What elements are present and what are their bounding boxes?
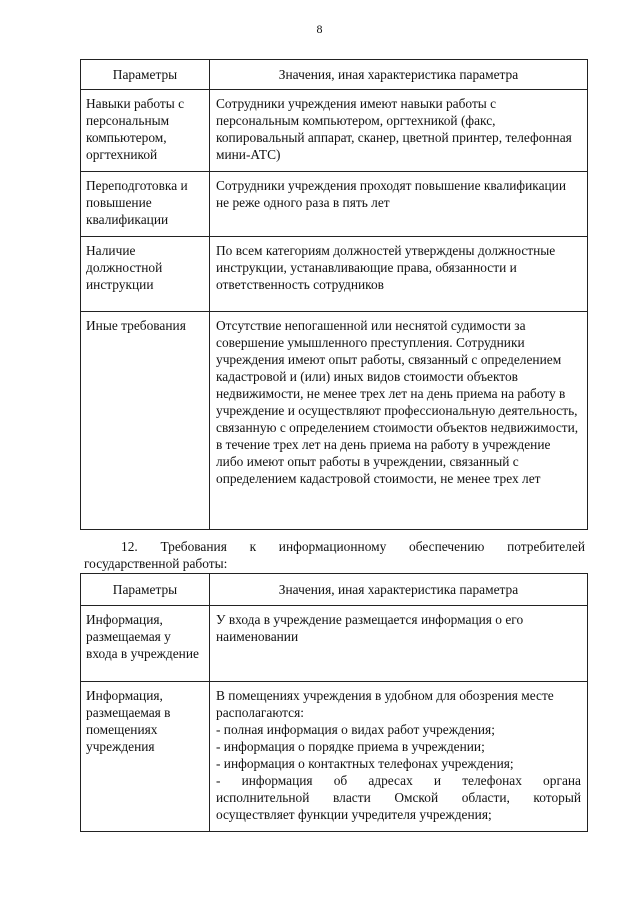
list-item: - полная информация о видах работ учреждения; bbox=[216, 722, 495, 737]
list-item: - информация об адресах и телефонах органа bbox=[216, 773, 581, 788]
table-row bbox=[81, 312, 588, 530]
header-values: Значения, иная характеристика параметра bbox=[210, 574, 588, 606]
param-cell: Информация, размещаемая в помещениях учреждения bbox=[86, 688, 171, 754]
param-cell: Навыки работы с персональным компьютером, оргтехникой bbox=[86, 96, 185, 162]
value-cell: Отсутствие непогашенной или неснятой судимости за совершение умышленного преступления. Сотрудники учреждения имеют опыт работы, связанный с определением кадастровой и (или) иных видов стоимости объектов недвижимости, не менее трех лет на день приема на работу в учреждение и осуществляют профессиональную деятельность, связанную с определением стоимости объектов недвижимости, в течение трех лет на день приема на работу в учреждение либо имеют опыт работы в учреждении, связанный с определением кадастровой стоимости, не менее трех лет bbox=[216, 318, 579, 486]
value-cell bbox=[210, 682, 587, 831]
value-cell: По всем категориям должностей утверждены должностные инструкции, устанавливающие права, обязанности и ответственность сотрудников bbox=[216, 243, 556, 292]
header-parameters: Параметры bbox=[81, 574, 210, 606]
param-cell: Информация, размещаемая у входа в учреждение bbox=[86, 612, 199, 661]
information-requirements-table bbox=[80, 573, 588, 832]
page-number: 8 bbox=[316, 22, 324, 36]
section-12-paragraph: 12. Требования к информационному обеспечению потребителей государственной работы: bbox=[84, 539, 585, 571]
param-cell: Наличие должностной инструкции bbox=[86, 243, 163, 292]
table-header-row bbox=[81, 60, 588, 90]
list-item-continuation: исполнительной власти Омской области, который bbox=[216, 790, 581, 805]
value-cell: Сотрудники учреждения имеют навыки работы с персональным компьютером, оргтехникой (факс, копировальный аппарат, сканер, цветной принтер, телефонная мини-АТС) bbox=[216, 96, 572, 162]
param-cell: Переподготовка и повышение квалификации bbox=[86, 178, 188, 227]
table-row bbox=[81, 172, 588, 237]
value-intro: В помещениях учреждения в удобном для обозрения месте располагаются: bbox=[216, 688, 554, 720]
header-values: Значения, иная характеристика параметра bbox=[210, 60, 588, 90]
table-row bbox=[81, 682, 588, 832]
table-row bbox=[81, 90, 588, 172]
table-row bbox=[81, 606, 588, 682]
param-cell: Иные требования bbox=[86, 318, 186, 333]
staff-requirements-table bbox=[80, 59, 588, 530]
value-cell: Сотрудники учреждения проходят повышение квалификации не реже одного раза в пять лет bbox=[216, 178, 567, 210]
list-item: - информация о контактных телефонах учреждения; bbox=[216, 756, 514, 771]
value-cell: У входа в учреждение размещается информация о его наименовании bbox=[216, 612, 524, 644]
list-item: - информация о порядке приема в учреждении; bbox=[216, 739, 485, 754]
table-header-row bbox=[81, 574, 588, 606]
header-parameters: Параметры bbox=[81, 60, 210, 90]
table-row bbox=[81, 237, 588, 312]
list-item-continuation: осуществляет функции учредителя учреждения; bbox=[216, 807, 492, 822]
